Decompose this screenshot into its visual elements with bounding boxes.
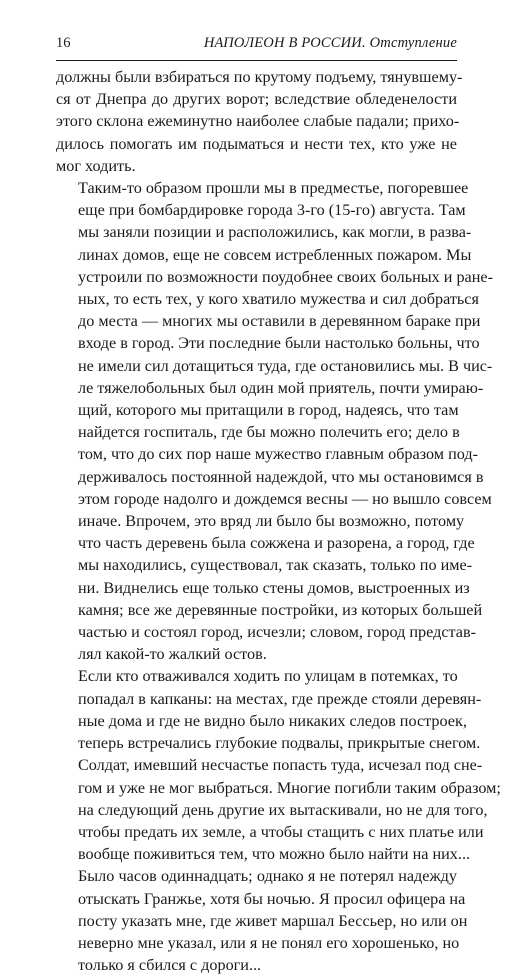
text-line: ле тяжелобольных был один мой приятель, почти умираю-	[78, 378, 484, 397]
text-line: на следующий день другие их вытаскивали, но не для того,	[78, 800, 488, 819]
text-line: мы находились, существовал, так сказать, только по име-	[78, 556, 473, 575]
text-line: Солдат, имевший несчастье попасть туда, исчезал под сне-	[78, 756, 483, 775]
paragraph	[56, 177, 493, 665]
text-line: что часть деревень была сожжена и разорена, а город, где	[78, 534, 475, 553]
text-line: частью и состоял город, исчезли; словом, город представ-	[78, 623, 476, 642]
text-line: неверно мне указал, или я не понял его хорошенько, но	[78, 933, 460, 952]
running-head: НАПОЛЕОН В РОССИИ. Отступление	[203, 35, 457, 51]
text-line: еще при бомбардировке города 3-го (15-го) августа. Там	[78, 201, 466, 220]
text-line: должны были взбираться по крутому подъему, тянувшему-	[56, 68, 463, 86]
text-line: Если кто отваживался ходить по улицам в потемках, то	[78, 667, 458, 686]
header-rule	[56, 60, 457, 61]
text-line: найдется госпиталь, где бы можно полечить его; дело в	[78, 423, 460, 442]
paragraph	[56, 665, 501, 865]
text-line: отыскать Гранжье, хотя бы ночью. Я просил офицера на	[78, 889, 466, 908]
text-line: мы заняли позиции и расположились, как могли, в разва-	[78, 223, 472, 242]
text-line: вообще поживиться тем, что можно было найти на них...	[78, 845, 471, 864]
text-line: Таким-то образом прошли мы в предместье, погоревшее	[78, 179, 469, 198]
text-line: ных, то есть тех, у кого хватило мужества и сил добраться	[78, 290, 479, 309]
text-line: посту указать мне, где живет маршал Бессьер, но или он	[78, 911, 468, 930]
text-line: входе в город. Эти последние были настолько больны, что	[78, 334, 480, 353]
text-line: Было часов одиннадцать; однако я не потерял надежду	[78, 867, 457, 886]
text-line: держивалось постоянной надеждой, что мы остановимся в	[78, 467, 484, 486]
text-line: этого склона ежеминутно наиболее слабые падали; прихо-	[56, 112, 460, 131]
text-line: чтобы предать их земле, а чтобы стащить с них платье или	[78, 822, 484, 841]
text-line: гом и уже не мог выбраться. Многие погибли таким образом;	[78, 778, 501, 797]
text-line: дилось помогать им подыматься и нести тех, кто уже не	[56, 134, 457, 153]
text-line: линах домов, еще не совсем истребленных пожаром. Мы	[78, 245, 472, 264]
text-line: лял какой-то жалкий остов.	[78, 645, 267, 664]
text-line: иначе. Впрочем, это вряд ли было бы возможно, потому	[78, 512, 465, 531]
text-line: устроили по возможности поудобнее своих больных и ране-	[78, 267, 493, 286]
text-line: щий, которого мы притащили в город, надеясь, что там	[78, 401, 459, 420]
paragraph	[56, 66, 463, 177]
text-line: камня; все же деревянные постройки, из которых большей	[78, 600, 483, 619]
text-line: этом городе надолго и дождемся весны — но вышло совсем	[78, 489, 492, 508]
page-number: 16	[56, 35, 71, 51]
text-line: теперь встречались глубокие подвалы, прикрытые снегом.	[78, 734, 481, 753]
text-line: ни. Виднелись еще только стены домов, выстроенных из	[78, 578, 470, 597]
text-line: том, что до сих пор наше мужество главным образом под-	[78, 445, 478, 464]
text-line: ные дома и где не видно было никаких следов построек,	[78, 711, 467, 730]
text-line: до места — многих мы оставили в деревянном бараке при	[78, 312, 481, 331]
text-line: только я сбился с дороги...	[78, 956, 262, 975]
text-line: попадал в капканы: на местах, где прежде стояли деревян-	[78, 689, 482, 708]
paragraph	[56, 865, 468, 976]
text-line: не имели сил дотащиться туда, где остановились мы. В чис-	[78, 356, 493, 375]
text-line: мог ходить.	[56, 156, 136, 175]
text-line: ся от Днепра до других ворот; вследствие обледенелости	[56, 90, 457, 109]
page-body-text	[56, 66, 501, 976]
